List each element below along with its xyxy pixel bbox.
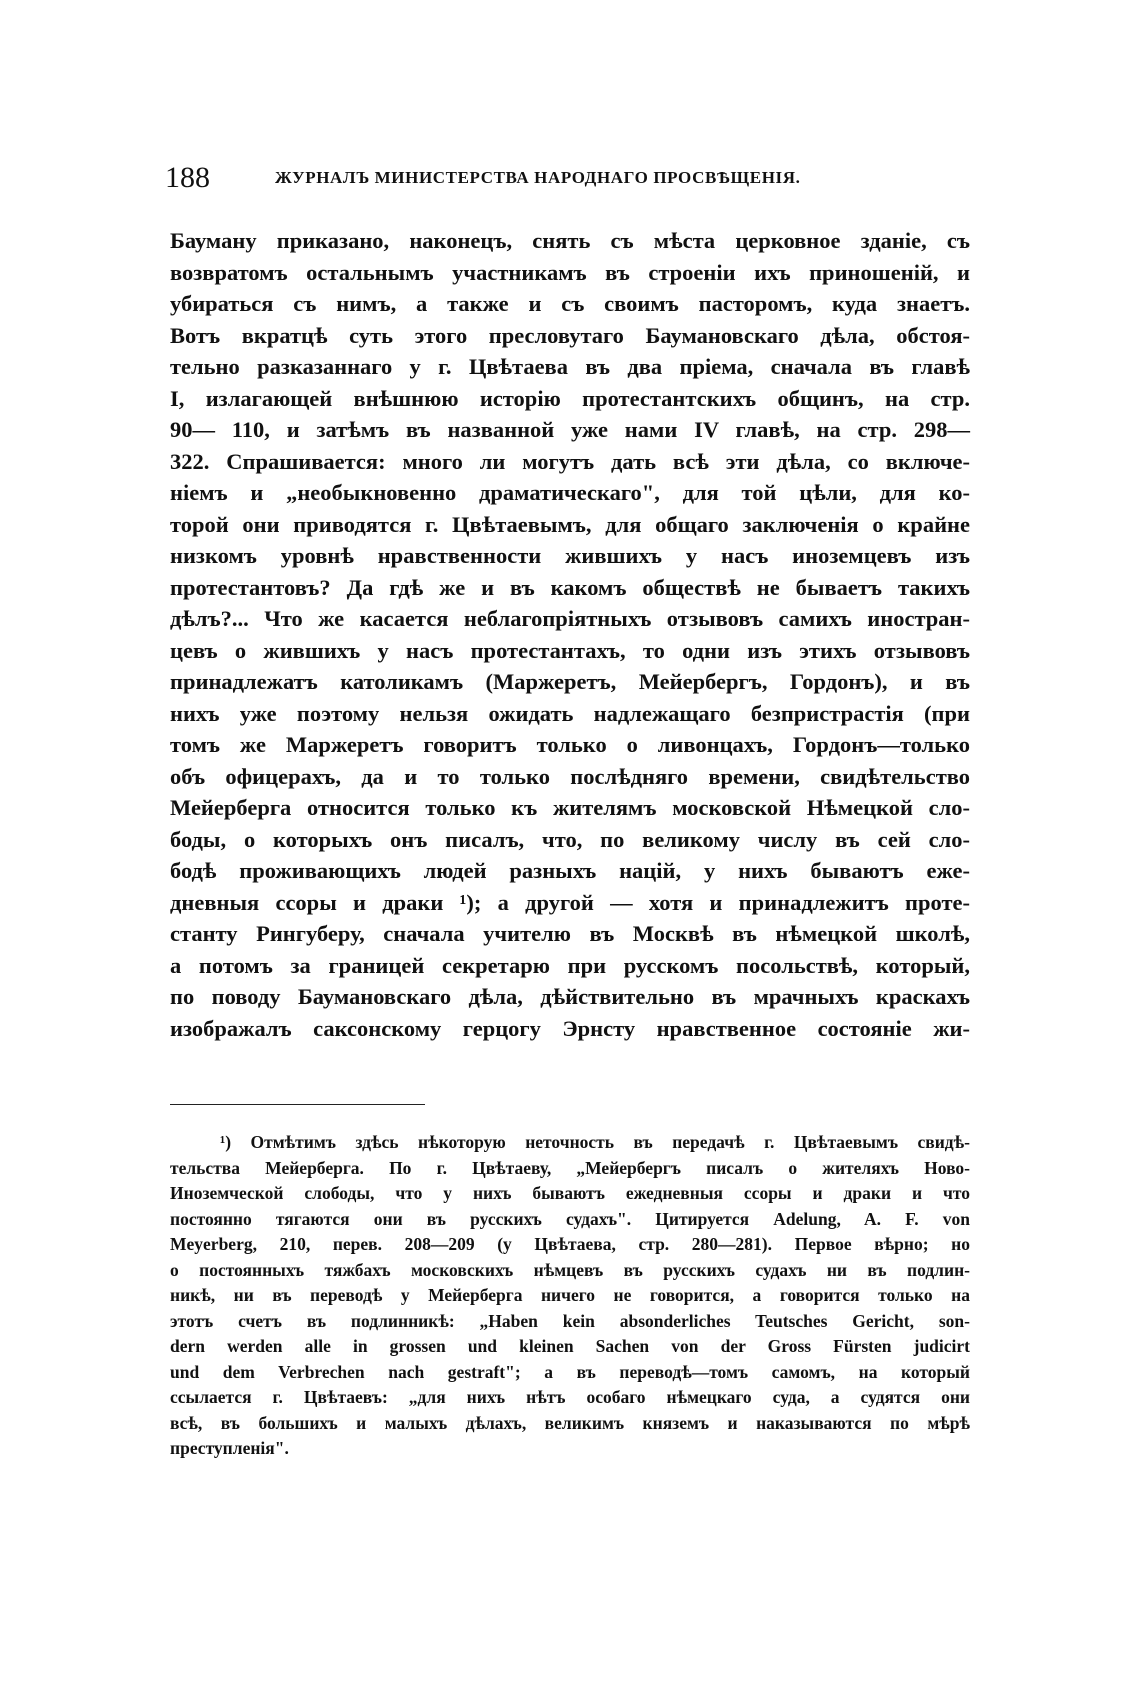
text-line: Мейерберга относится только къ жителямъ московской Нѣмецкой сло- [170, 795, 970, 820]
footnote-line: всѣ, въ большихъ и малыхъ дѣлахъ, великимъ княземъ и наказываются по мѣрѣ [170, 1412, 970, 1433]
text-line: I, излагающей внѣшнюю исторію протестантскихъ общинъ, на стр. [170, 385, 970, 411]
text-line: изображалъ саксонскому герцогу Эрнсту нравственное состояніе жи- [170, 1015, 970, 1041]
footnote-line: und dem Verbrechen nach gestraft"; а въ переводѣ—томъ самомъ, на который [170, 1361, 970, 1382]
text-line: бодѣ проживающихъ людей разныхъ націй, у нихъ бываютъ еже- [170, 858, 970, 883]
text-line: 322. Спрашивается: много ли могутъ дать всѣ эти дѣла, со включе- [170, 448, 970, 474]
text-line: низкомъ уровнѣ нравственности жившихъ у насъ иноземцевъ изъ [170, 543, 970, 568]
footnote-line: Meyerberg, 210, перев. 208—209 (у Цвѣтаева, стр. 280—281). Первое вѣрно; но [170, 1234, 970, 1254]
text-line: тельно разказаннаго у г. Цвѣтаева въ два пріема, сначала въ главѣ [170, 354, 970, 379]
footnote [170, 1130, 970, 1462]
footnote-line: постоянно тягаются они въ русскихъ судахъ". Цитируется Adelung, A. F. von [170, 1208, 970, 1229]
footnote-divider [170, 1104, 425, 1105]
text-line: Вотъ вкратцѣ суть этого пресловутаго Баумановскаго дѣла, обстоя- [170, 322, 970, 348]
text-line: боды, о которыхъ онъ писалъ, что, по великому числу въ сей сло- [170, 826, 970, 852]
footnote-line: преступленія". [170, 1438, 289, 1458]
text-line: протестантовъ? Да гдѣ же и въ какомъ обществѣ не бываетъ такихъ [170, 574, 970, 600]
page-header [165, 160, 905, 200]
text-line: а потомъ за границей секретарю при русскомъ посольствѣ, который, [170, 952, 970, 978]
footnote-line: dern werden alle in grossen und kleinen Sachen von der Gross Fürsten judicirt [170, 1336, 970, 1356]
text-line: станту Рингуберу, сначала учителю въ Москвѣ въ нѣмецкой школѣ, [170, 921, 970, 946]
page-number: 188 [165, 161, 210, 194]
text-line: Бауману приказано, наконецъ, снять съ мѣста церковное зданіе, съ [170, 228, 970, 253]
text-line: дѣлъ?... Что же касается неблагопріятныхъ отзывовъ самихъ иностран- [170, 606, 970, 631]
footnote-line: о постоянныхъ тяжбахъ московскихъ нѣмцевъ въ русскихъ судахъ ни въ подлин- [170, 1259, 970, 1280]
running-head: ЖУРНАЛЪ МИНИСТЕРСТВА НАРОДНАГО ПРОСВѢЩЕНІЯ. [275, 168, 801, 187]
footnote-line: этотъ счетъ въ подлинникѣ: „Haben kein absonderliches Teutsches Gericht, son- [170, 1310, 970, 1331]
text-line: торой они приводятся г. Цвѣтаевымъ, для общаго заключенія о крайне [170, 511, 970, 537]
text-line: принадлежатъ католикамъ (Маржеретъ, Мейербергъ, Гордонъ), и въ [170, 669, 970, 694]
main-text [170, 225, 970, 1044]
footnote-line: ссылается г. Цвѣтаевъ: „для нихъ нѣтъ особаго нѣмецкаго суда, а судятся они [170, 1387, 970, 1407]
text-line: томъ же Маржеретъ говоритъ только о ливонцахъ, Гордонъ—только [170, 732, 970, 757]
text-line: возвратомъ остальнымъ участникамъ въ строеніи ихъ приношеній, и [170, 259, 970, 285]
text-line: объ офицерахъ, да и то только послѣдняго времени, свидѣтельство [170, 763, 970, 789]
text-line: ніемъ и „необыкновенно драматическаго", для той цѣли, для ко- [170, 480, 970, 505]
text-line: убираться съ нимъ, а также и съ своимъ пасторомъ, куда знаетъ. [170, 291, 970, 316]
footnote-line: Иноземческой слободы, что у нихъ бываютъ ежедневныя ссоры и драки и что [170, 1183, 970, 1203]
text-line: цевъ о жившихъ у насъ протестантахъ, то одни изъ этихъ отзывовъ [170, 637, 970, 663]
text-line: дневныя ссоры и драки ¹); а другой — хотя и принадлежитъ проте- [170, 889, 970, 915]
footnote-line: ¹) Отмѣтимъ здѣсь нѣкоторую неточность въ передачѣ г. Цвѣтаевымъ свидѣ- [220, 1132, 970, 1152]
footnote-line: никѣ, ни въ переводѣ у Мейерберга ничего не говорится, а говорится только на [170, 1285, 970, 1305]
footnote-line: тельства Мейерберга. По г. Цвѣтаеву, „Мейербергъ писалъ о жителяхъ Ново- [170, 1157, 970, 1178]
text-line: по поводу Баумановскаго дѣла, дѣйствительно въ мрачныхъ краскахъ [170, 984, 970, 1009]
text-line: нихъ уже поэтому нельзя ожидать надлежащаго безпристрастія (при [170, 700, 970, 726]
text-line: 90— 110, и затѣмъ въ названной уже нами IV главѣ, на стр. 298— [170, 417, 970, 442]
